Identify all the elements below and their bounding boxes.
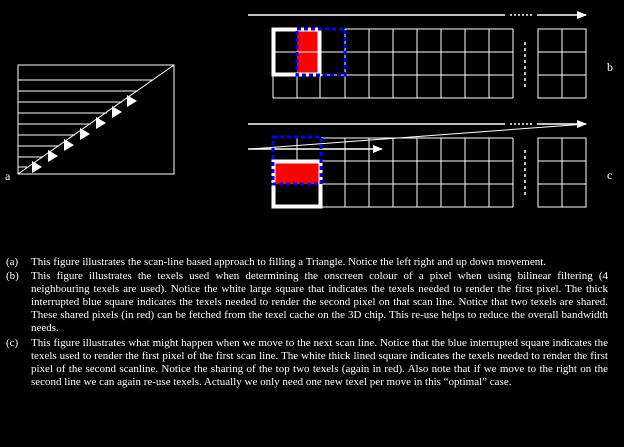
figure-b-texel-grid bbox=[248, 15, 613, 98]
shared-texels-red-c bbox=[274, 161, 321, 184]
return-diagonal bbox=[250, 124, 586, 149]
caption-b bbox=[6, 270, 608, 335]
caption-list bbox=[6, 256, 608, 390]
caption-text: This figure illustrates what might happen when we move to the next scan line. Notice that the blue interrupted square indicates the texels used to render the first pixel of the first scan line. The white thick lined square indicates the texels needed to render the first pixel of the second scanline. Notice the sharing of the top two texels (again in red). Also note that if we move to the right on the second line we can again re-use texels. Actually we only need one new texel per move in this “optimal” case. bbox=[31, 336, 608, 388]
figure-a-triangle bbox=[5, 65, 174, 183]
caption-key: (b) bbox=[6, 270, 19, 283]
scan-lines bbox=[18, 80, 153, 167]
caption-key: (c) bbox=[6, 336, 19, 349]
label-b: b bbox=[607, 60, 613, 74]
caption-text: This figure illustrates the texels used when determining the onscreen colour of a pixel when using bilinear filtering (4 neighbouring texels are used). Notice the white large square that indicates the texels needed to render the first pixel. The thick interrupted blue square indicates the texels needed to render the second pixel on that scan line. Notice that two texels are shared. These shared pixels (in red) can be fetched from the texel cache on the 3D chip. This re-use helps to reduce the overall bandwidth needs. bbox=[31, 270, 608, 335]
label-a: a bbox=[5, 169, 11, 183]
caption-c bbox=[6, 337, 608, 389]
caption-text: This figure illustrates the scan-line based approach to filling a Triangle. Notice the left right and up down movement. bbox=[31, 256, 547, 268]
label-c: c bbox=[607, 168, 613, 182]
caption-key: (a) bbox=[6, 256, 19, 268]
caption-a bbox=[6, 256, 608, 269]
scan-arrowheads bbox=[32, 95, 137, 173]
figure-c-texel-grid bbox=[248, 124, 612, 207]
